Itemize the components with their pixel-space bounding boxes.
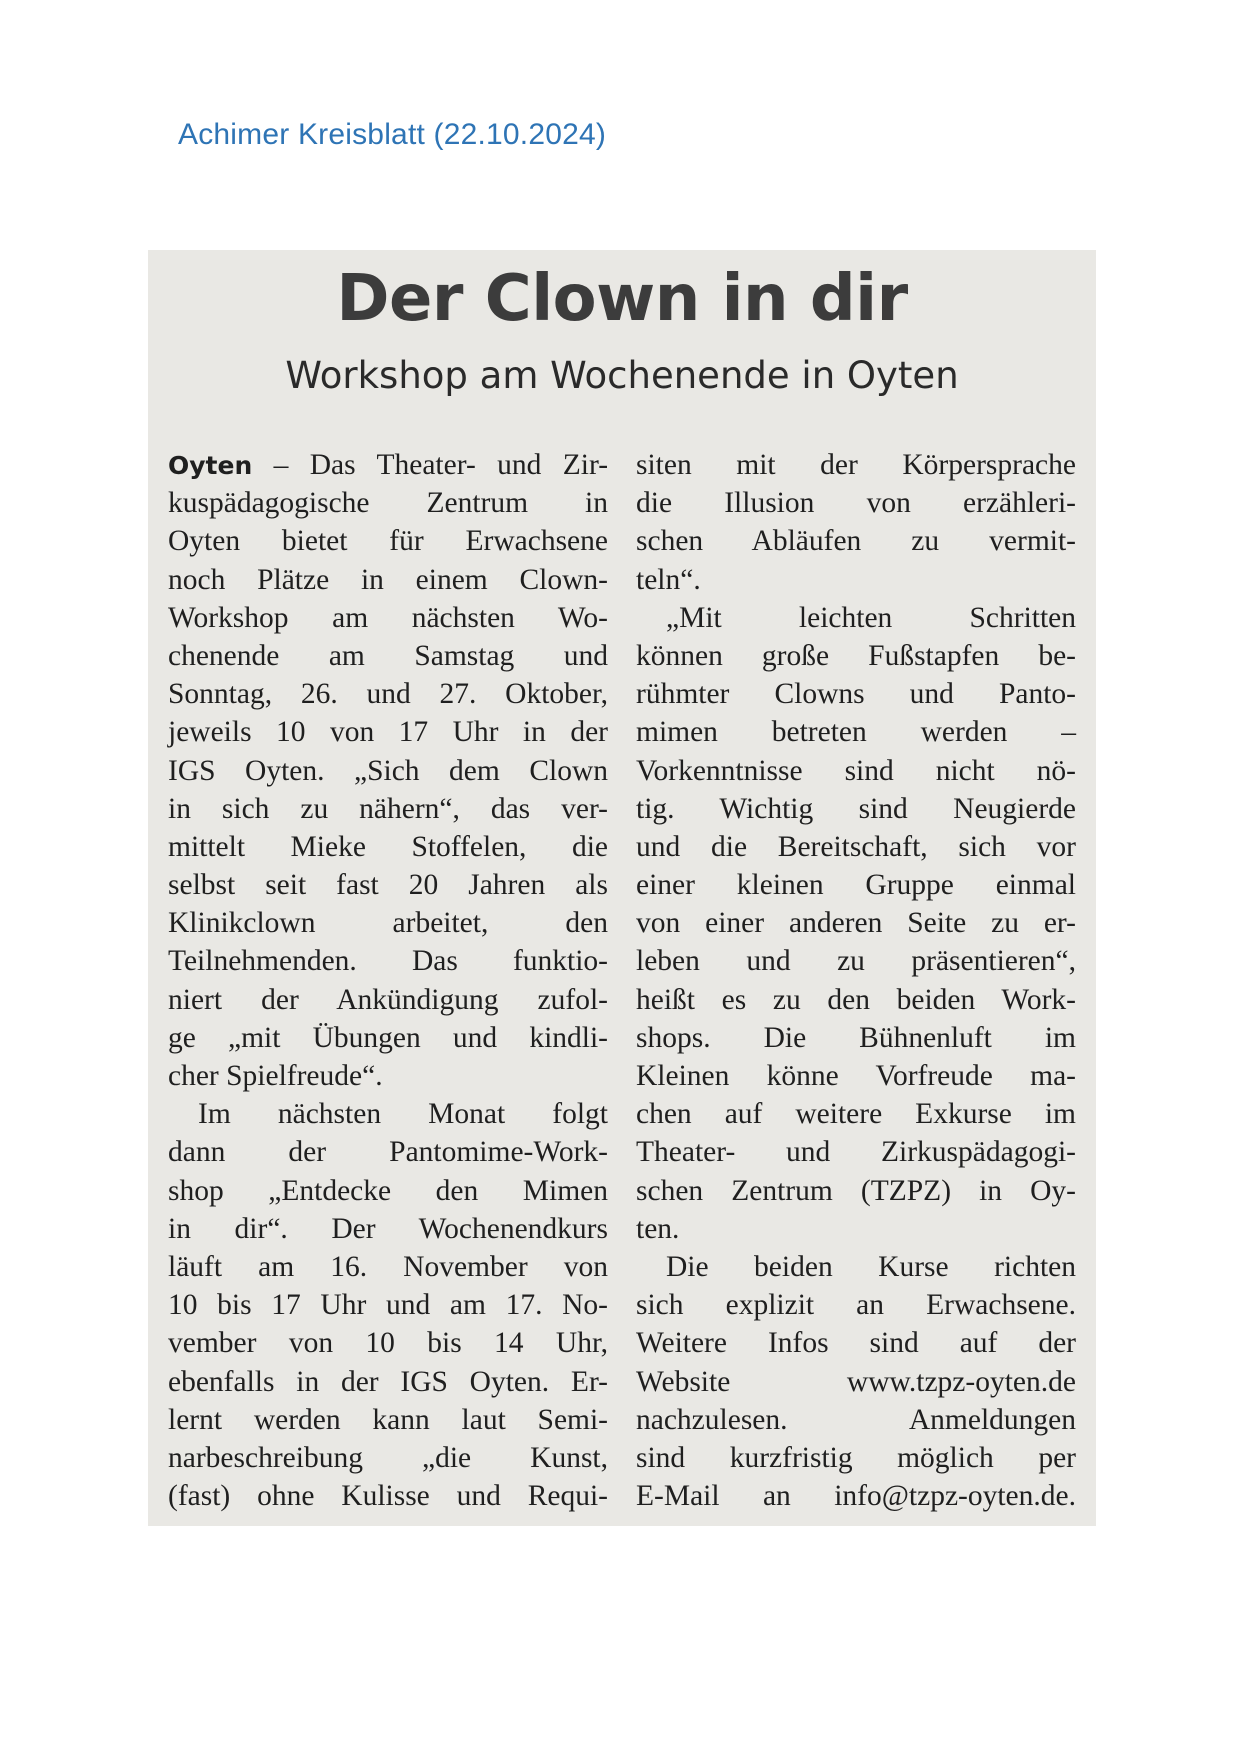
article-line: noch Plätze in einem Clown- bbox=[168, 563, 608, 596]
article-line: Sonntag, 26. und 27. Oktober, bbox=[168, 678, 608, 711]
article-subheadline: Workshop am Wochenende in Oyten bbox=[285, 354, 959, 397]
article-line: in sich zu nähern“, das ver- bbox=[168, 792, 608, 825]
article-column-left bbox=[168, 446, 608, 1515]
article-dateline: Oyten bbox=[168, 451, 253, 480]
article-line: schen Abläufen zu vermit- bbox=[636, 525, 1076, 558]
article-line: läuft am 16. November von bbox=[168, 1250, 608, 1283]
article-line: können große Fußstapfen be- bbox=[636, 639, 1076, 672]
article-line: mimen betreten werden – bbox=[636, 716, 1076, 749]
article-line: Weitere Infos sind auf der bbox=[636, 1327, 1076, 1360]
article-line: selbst seit fast 20 Jahren als bbox=[168, 869, 608, 902]
article-line: shop „Entdecke den Mimen bbox=[168, 1174, 608, 1207]
article-line: cher Spielfreude“. bbox=[168, 1060, 383, 1092]
article-headline: Der Clown in dir bbox=[336, 262, 908, 336]
article-line: schen Zentrum (TZPZ) in Oy- bbox=[636, 1174, 1076, 1207]
article-line: Kleinen könne Vorfreude ma- bbox=[636, 1060, 1076, 1092]
article-line: IGS Oyten. „Sich dem Clown bbox=[168, 754, 608, 787]
article-line: narbeschreibung „die Kunst, bbox=[168, 1441, 608, 1474]
article-line: Workshop am nächsten Wo- bbox=[168, 601, 608, 634]
article-line: Website www.tzpz-oyten.de bbox=[636, 1365, 1076, 1398]
newspaper-clipping bbox=[148, 250, 1096, 1526]
article-line: von einer anderen Seite zu er- bbox=[636, 907, 1076, 940]
article-line: 10 bis 17 Uhr und am 17. No- bbox=[168, 1289, 608, 1322]
article-line: sind kurzfristig möglich per bbox=[636, 1441, 1076, 1474]
article-line: heißt es zu den beiden Work- bbox=[636, 983, 1076, 1016]
article-line: nachzulesen. Anmeldungen bbox=[636, 1403, 1076, 1436]
article-line: Oyten bietet für Erwachsene bbox=[168, 525, 608, 558]
article-line: „Mit leichten Schritten bbox=[666, 601, 1076, 634]
article-line: in dir“. Der Wochenendkurs bbox=[168, 1212, 608, 1245]
article-line: leben und zu präsentieren“, bbox=[636, 945, 1076, 978]
article-line: (fast) ohne Kulisse und Requi- bbox=[168, 1480, 608, 1513]
article-line: Vorkenntnisse sind nicht nö- bbox=[636, 754, 1076, 787]
article-line: einer kleinen Gruppe einmal bbox=[636, 869, 1076, 902]
article-line: Die beiden Kurse richten bbox=[666, 1250, 1076, 1283]
article-line: chen auf weitere Exkurse im bbox=[636, 1098, 1076, 1131]
source-label: Achimer Kreisblatt (22.10.2024) bbox=[178, 118, 607, 151]
article-line: vember von 10 bis 14 Uhr, bbox=[168, 1327, 608, 1360]
article-line: jeweils 10 von 17 Uhr in der bbox=[168, 716, 608, 749]
article-line: shops. Die Bühnenluft im bbox=[636, 1021, 1076, 1054]
article-line: mittelt Mieke Stoffelen, die bbox=[168, 830, 608, 863]
article-line: rühmter Clowns und Panto- bbox=[636, 678, 1076, 711]
article-line: die Illusion von erzähleri- bbox=[636, 487, 1076, 520]
article-line: dann der Pantomime-Work- bbox=[168, 1136, 608, 1169]
article-line: Klinikclown arbeitet, den bbox=[168, 907, 608, 940]
article-line: ge „mit Übungen und kindli- bbox=[168, 1021, 608, 1054]
article-line: Im nächsten Monat folgt bbox=[198, 1098, 608, 1131]
article-line: E-Mail an info@tzpz-oyten.de. bbox=[636, 1480, 1076, 1513]
article-line: teln“. bbox=[636, 563, 701, 596]
article-line: lernt werden kann laut Semi- bbox=[168, 1403, 608, 1436]
article-line: ten. bbox=[636, 1212, 680, 1245]
article-line: Teilnehmenden. Das funktio- bbox=[168, 945, 608, 978]
article-line: chenende am Samstag und bbox=[168, 639, 608, 672]
article-line: und die Bereitschaft, sich vor bbox=[636, 830, 1076, 863]
article-line: tig. Wichtig sind Neugierde bbox=[636, 792, 1076, 825]
article-line: Oyten – Das Theater- und Zir- bbox=[168, 449, 609, 481]
article-line: kuspädagogische Zentrum in bbox=[168, 487, 608, 520]
article-line: Theater- und Zirkuspädagogi- bbox=[636, 1136, 1076, 1169]
article-line: ebenfalls in der IGS Oyten. Er- bbox=[168, 1365, 608, 1398]
article-column-right bbox=[636, 446, 1076, 1515]
article-line: siten mit der Körpersprache bbox=[636, 449, 1076, 481]
article-line: sich explizit an Erwachsene. bbox=[636, 1289, 1076, 1322]
article-line: niert der Ankündigung zufol- bbox=[168, 983, 608, 1016]
